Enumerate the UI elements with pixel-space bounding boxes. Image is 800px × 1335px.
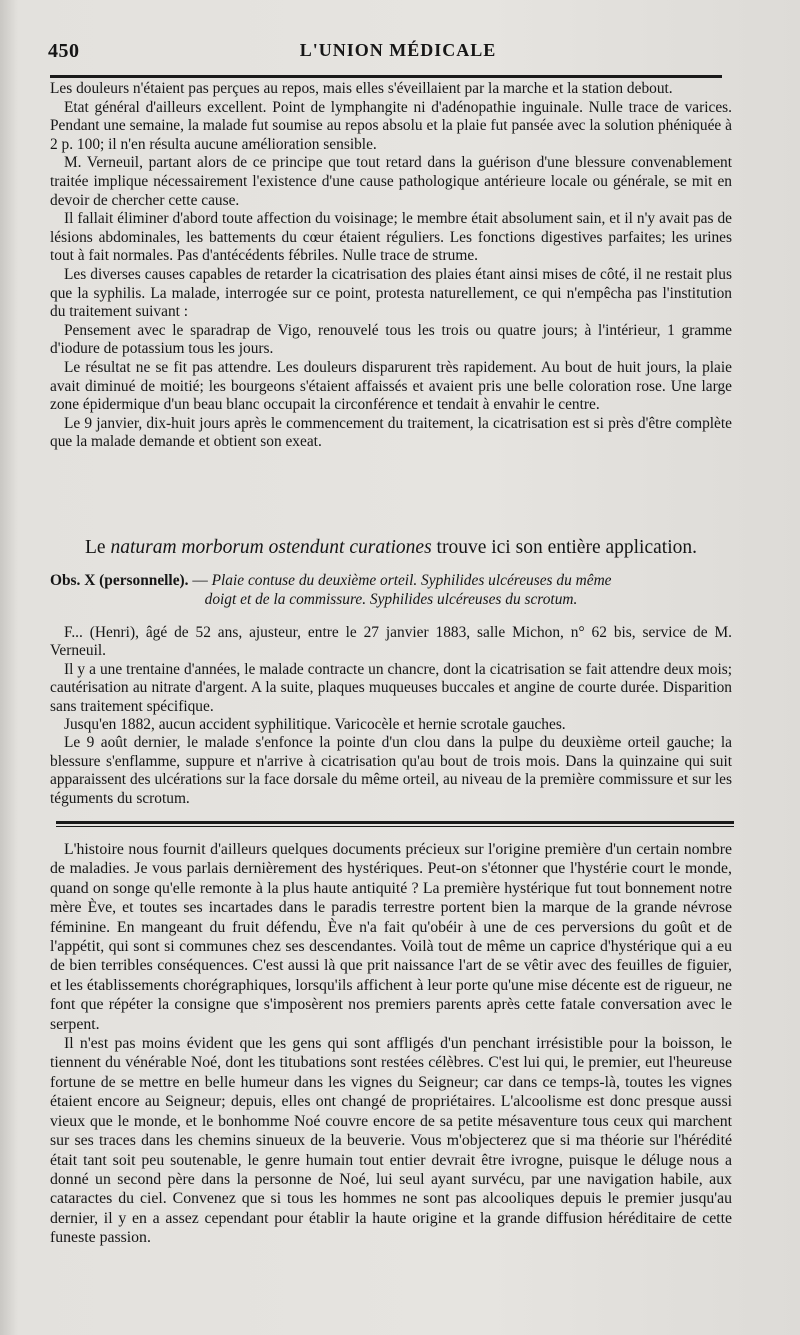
header-rule xyxy=(50,75,722,78)
article-body xyxy=(50,80,732,452)
article-paragraph: Les diverses causes capables de retarder la cicatrisation des plaies étant ainsi mises de côté, il ne restait plus que la syphilis. La malade, interrogée sur ce point, protesta naturellement, ce qui n'empêcha pas l'institution du traitement suivant : xyxy=(50,265,732,321)
observation-label: Obs. X (personnelle). xyxy=(50,572,189,589)
observation-dash: — xyxy=(188,572,212,589)
observation-title-line1: Plaie contuse du deuxième orteil. Syphilides ulcéreuses du même xyxy=(211,572,612,589)
article-paragraph: Pensement avec le sparadrap de Vigo, renouvelé tous les trois ou quatre jours; à l'intérieur, 1 gramme d'iodure de potassium tous les jours. xyxy=(50,321,732,358)
case-paragraph: Le 9 août dernier, le malade s'enfonce la pointe d'un clou dans la pulpe du deuxième orteil gauche; la blessure s'enflamme, suppure et n'arrive à cicatrisation qu'au bout de trois mois. Dans la quinzaine qui suit apparaissent des ulcérations sur la face dorsale du même orteil, au niveau de la première commissure et sur les téguments du scrotum. xyxy=(50,734,732,807)
feuilleton-paragraph: Il n'est pas moins évident que les gens qui sont affligés d'un penchant irrésistible pour la boisson, le tiennent du vénérable Noé, dont les titubations sont restées célèbres. C'est lui qui, le premier, eut l'heureuse fortune de se mettre en belle humeur dans les vignes du Seigneur; car dans ce temps-là, toutes les vignes étaient encore au Seigneur; depuis, elles ont changé de propriétaires. L'alcoolisme est donc presque aussi vieux que le monde, et le bonhomme Noé couvre encore de sa petite mésaventure tous ceux qui marchent sur ses traces dans les chemins sinueux de la beuverie. Vous m'objecterez que si ma théorie sur l'hérédité était tant soit peu soutenable, le genre humain tout entier devrait être ivrogne, puisque le déluge nous a donné un second père dans la personne de Noé, lui seul ayant survécu, par une navigation habile, aux cataractes du ciel. Convenez que si tous les hommes ne sont pas alcooliques depuis le premier jusqu'au dernier, il y en a assez cependant pour établir la haute origine et la grande diffusion héréditaire de cette funeste passion. xyxy=(50,1035,732,1247)
article-paragraph: Le 9 janvier, dix-huit jours après le commencement du traitement, la cicatrisation est si près d'être complète que la malade demande et obtient son exeat. xyxy=(50,414,732,451)
observation-heading xyxy=(50,571,732,609)
article-paragraph: Il fallait éliminer d'abord toute affection du voisinage; le membre était absolument sain, et il n'y avait pas de lésions abdominales, les battements du cœur étaient réguliers. Les fonctions digestives parfaites; les urines tout à fait normales. Pas d'antécédents fébriles. Nulle trace de strume. xyxy=(50,210,732,265)
feuilleton-rule-thick xyxy=(56,821,734,824)
case-paragraph: Jusqu'en 1882, aucun accident syphilitique. Varicocèle et hernie scrotale gauches. xyxy=(64,716,566,734)
page-number: 450 xyxy=(48,40,80,62)
feuilleton-paragraph: L'histoire nous fournit d'ailleurs quelques documents précieux sur l'origine première d'un certain nombre de maladies. Je vous parlais dernièrement des hystériques. Peut-on s'étonner que l'hystérie court le monde, quand on songe qu'elle remonte à la plus haute antiquité ? La première hystérique fut tout bonnement notre mère Ève, et toutes ses incartades dans le paradis terrestre portent bien la marque de la grande névrose féminine. En mangeant du fruit défendu, Ève n'a fait qu'obéir à une de ces perversions du goût et de l'appétit, qui sont si communes chez ses descendantes. Voilà tout de même un caprice d'hystérique qui a eu de bien terribles conséquences. C'est aussi là que prit naissance l'art de se vêtir avec des feuilles de figuier, et les établissements chorégraphiques, lorsqu'ils affichent à leur porte qu'une mise décente est de rigueur, ne font que répéter la consigne que s'imposèrent nos premiers parents après cette fatale conversation avec le serpent. xyxy=(50,841,732,1033)
article-paragraph: M. Verneuil, partant alors de ce principe que tout retard dans la guérison d'une blessure convenablement traitée implique nécessairement l'existence d'une cause pathologique antérieure locale ou générale, se mit en devoir de chercher cette cause. xyxy=(50,154,732,209)
article-paragraph: Etat général d'ailleurs excellent. Point de lymphangite ni d'adénopathie inguinale. Nulle trace de varices. Pendant une semaine, la malade fut soumise au repos absolu et la plaie fut pansée avec la solution phéniquée à 2 p. 100; il n'en résulta aucune amélioration sensible. xyxy=(50,98,732,153)
case-report xyxy=(50,624,732,808)
maxim-suffix: trouve ici son entière application. xyxy=(436,537,697,558)
article-paragraph: Le résultat ne se fit pas attendre. Les douleurs disparurent très rapidement. Au bout de huit jours, la plaie avait diminué de moitié; les bourgeons s'étaient affaissés et avaient pris une belle coloration rose. Une large zone épidermique d'un beau blanc occupait la circonférence et tendait à envahir le centre. xyxy=(50,358,732,414)
case-paragraph: Il y a une trentaine d'années, le malade contracte un chancre, dont la cicatrisation se fait attendre deux mois; cautérisation au nitrate d'argent. A la suite, plaques muqueuses buccales et angine de courte durée. Disparition sans traitement spécifique. xyxy=(50,660,732,715)
maxim-prefix: Le xyxy=(85,537,106,558)
latin-maxim xyxy=(50,535,732,561)
feuilleton-body xyxy=(50,840,732,1248)
feuilleton-rule-thin xyxy=(56,826,734,827)
page-header xyxy=(48,36,748,64)
running-head: L'UNION MÉDICALE xyxy=(299,40,497,60)
article-paragraph: Les douleurs n'étaient pas perçues au repos, mais elles s'éveillaient par la marche et la station debout. xyxy=(50,80,673,97)
maxim-latin: naturam morborum ostendunt curationes xyxy=(110,537,432,558)
observation-title-line2: doigt et de la commissure. Syphilides ulcéreuses du scrotum. xyxy=(204,591,578,608)
case-paragraph: F... (Henri), âgé de 52 ans, ajusteur, entre le 27 janvier 1883, salle Michon, n° 62 bis, service de M. Verneuil. xyxy=(50,624,732,660)
